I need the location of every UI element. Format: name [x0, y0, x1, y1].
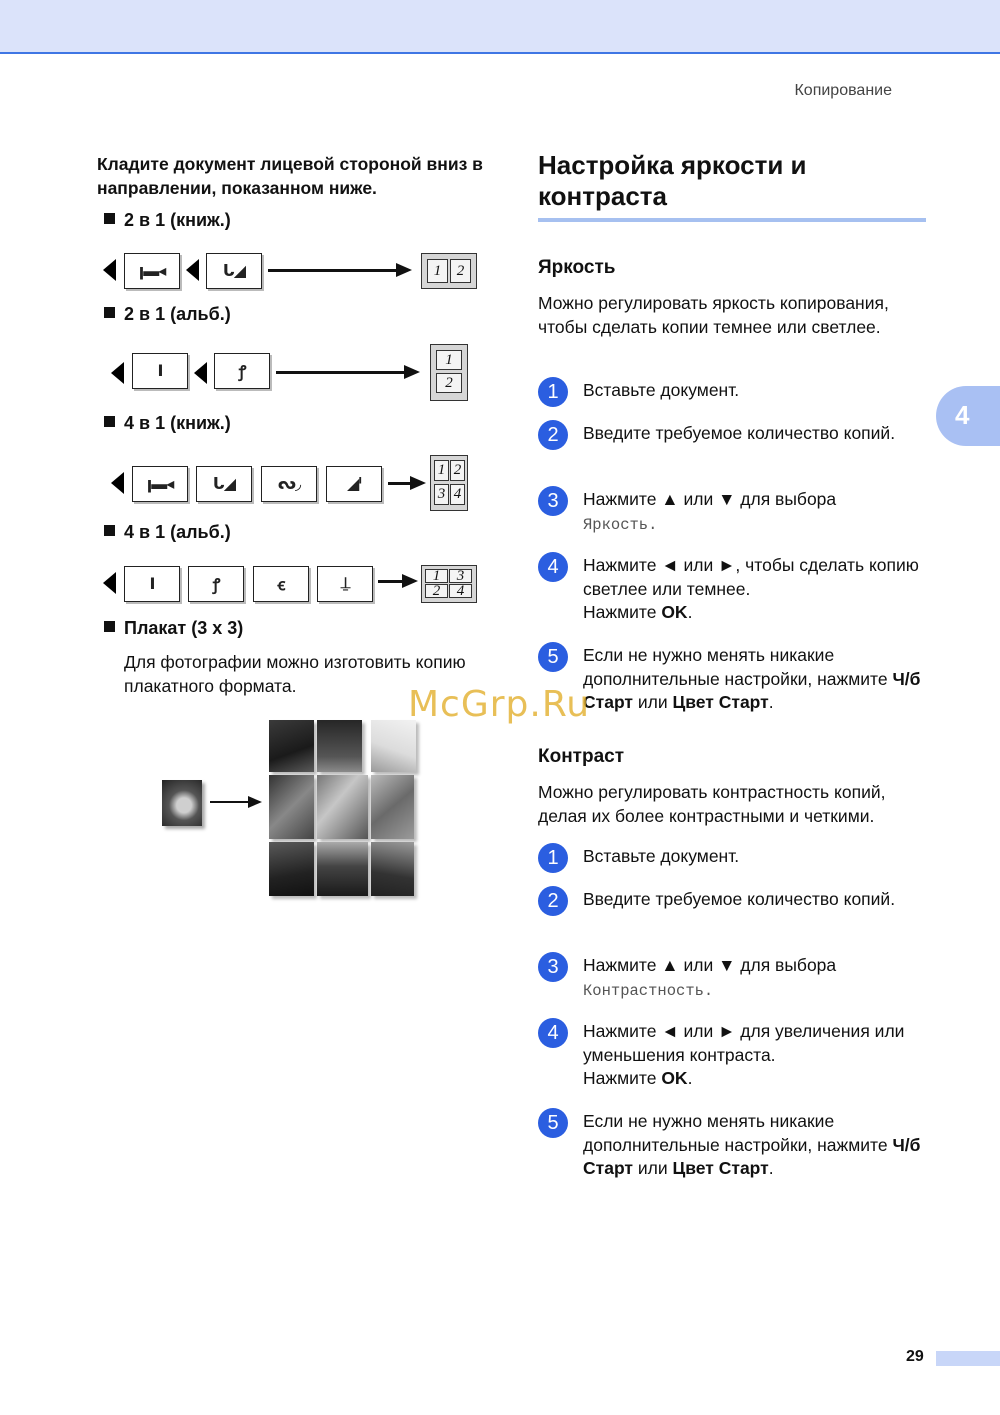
feed-arrow-icon [111, 362, 124, 384]
feed-arrow-icon [186, 259, 199, 281]
step-number: 5 [538, 1108, 568, 1138]
result-sheet [430, 344, 468, 401]
watermark: McGrp.Ru [408, 684, 591, 725]
key-label: Ч/б Старт [583, 668, 921, 712]
poster-tile [371, 775, 414, 839]
bullet-label: 4 в 1 (альб.) [124, 522, 231, 542]
lcd-menu-option: Контрастность. [583, 981, 714, 1000]
source-page [124, 566, 180, 602]
page-glyph: ◢ᑊ [347, 476, 361, 493]
page-glyph: Ⅰ [157, 363, 163, 380]
step-instruction: Если не нужно менять никакие дополнительные настройки, нажмите [583, 645, 893, 689]
key-label: OK [661, 602, 688, 622]
step-number: 4 [538, 552, 568, 582]
result-cell: 2 [425, 584, 448, 598]
step-number: 3 [538, 952, 568, 982]
page-number: 29 [906, 1348, 924, 1365]
feed-arrow-icon [111, 472, 124, 494]
source-page [317, 566, 373, 602]
result-cell: 1 [436, 350, 462, 370]
page-glyph: ꞁ▬◂ [138, 263, 166, 280]
bullet-square-icon [104, 307, 115, 318]
page-glyph: ⍊ [340, 575, 350, 592]
result-cell: 1 [427, 259, 448, 283]
contrast-description: Можно регулировать контрастность копий, делая их более контрастными и четкими. [538, 782, 886, 826]
poster-description: Для фотографии можно изготовить копию плакатного формата. [124, 652, 466, 696]
source-page [132, 353, 188, 389]
result-cell: 4 [450, 484, 465, 505]
arrow-line [276, 371, 406, 374]
step-instruction: Нажмите ▲ или ▼ для выбора [583, 489, 837, 509]
step-instruction: Если не нужно менять никакие дополнительные настройки, нажмите [583, 1111, 893, 1155]
feed-arrow-icon [103, 259, 116, 281]
step-text: Вставьте документ. [583, 380, 740, 400]
page-glyph: ᔓ◞ [277, 476, 301, 493]
chapter-tab [936, 386, 1000, 446]
feed-arrow-icon [194, 362, 207, 384]
bullet-label: Плакат (3 x 3) [124, 618, 244, 638]
arrow-line [210, 801, 250, 803]
section-title: Настройка яркости и контраста [538, 150, 807, 211]
bullet-square-icon [104, 213, 115, 224]
step-punctuation: . [687, 1068, 693, 1088]
source-page [206, 253, 262, 289]
bullet-2in1-portrait [104, 210, 231, 231]
bullet-label: 2 в 1 (книж.) [124, 210, 231, 230]
key-label: Цвет Старт [672, 1158, 769, 1178]
step-punctuation: . [768, 692, 774, 712]
title-rule [538, 218, 926, 222]
arrow-line [378, 580, 404, 583]
poster-tile [317, 775, 368, 839]
page-glyph: Ⅰ [149, 576, 155, 593]
step-instruction: или [632, 1158, 673, 1178]
key-label: Ч/б Старт [583, 1134, 921, 1178]
poster-tile [269, 720, 314, 772]
bullet-poster [104, 618, 243, 639]
page-glyph: ꝭ [238, 364, 246, 381]
step-text [583, 1110, 933, 1181]
step-number: 4 [538, 1018, 568, 1048]
step-text [583, 554, 933, 625]
source-page [188, 566, 244, 602]
source-page [253, 566, 309, 602]
bullet-4in1-portrait [104, 413, 231, 434]
step-instruction: Нажмите [583, 602, 662, 622]
step-text [583, 954, 933, 1003]
bullet-square-icon [104, 416, 115, 427]
chapter-number: 4 [955, 400, 970, 430]
source-page [132, 466, 188, 502]
result-sheet [430, 455, 468, 511]
result-cell: 1 [434, 460, 449, 481]
step-number: 2 [538, 420, 568, 450]
source-page [261, 466, 317, 502]
bullet-label: 4 в 1 (книж.) [124, 413, 231, 433]
result-cell: 2 [450, 460, 465, 481]
step-number: 2 [538, 886, 568, 916]
page-glyph: ᒐ◢ [212, 476, 236, 493]
poster-tile [317, 720, 362, 772]
source-page [124, 253, 180, 289]
result-sheet [421, 253, 477, 289]
arrow-line [268, 269, 398, 272]
source-page [326, 466, 382, 502]
result-cell: 1 [425, 569, 448, 583]
bullet-2in1-landscape [104, 304, 231, 325]
step-number: 1 [538, 377, 568, 407]
footer-bar [936, 1351, 1000, 1366]
bullet-4in1-landscape [104, 522, 231, 543]
page-glyph: ᒐ◢ [222, 263, 246, 280]
poster-tile [371, 720, 416, 772]
arrow-head-icon [396, 263, 412, 277]
page-glyph: ꞓ [277, 577, 285, 594]
layout-intro: Кладите документ лицевой стороной вниз в направлении, показанном ниже. [97, 154, 483, 198]
arrow-head-icon [248, 796, 262, 808]
result-sheet [421, 565, 477, 603]
step-text [583, 1020, 933, 1091]
result-cell: 2 [450, 259, 471, 283]
result-cell: 4 [449, 584, 472, 598]
step-punctuation: . [768, 1158, 774, 1178]
feed-arrow-icon [103, 572, 116, 594]
bullet-square-icon [104, 525, 115, 536]
step-instruction: Нажмите [583, 1068, 662, 1088]
step-text: Введите требуемое количество копий. [583, 889, 896, 909]
step-number: 1 [538, 843, 568, 873]
arrow-head-icon [410, 476, 426, 490]
poster-tile [317, 842, 368, 896]
step-number: 5 [538, 642, 568, 672]
key-label: Цвет Старт [672, 692, 769, 712]
brightness-heading: Яркость [538, 257, 616, 278]
result-cell: 2 [436, 373, 462, 393]
arrow-head-icon [404, 365, 420, 379]
result-cell: 3 [434, 484, 449, 505]
page-glyph: ꞁ▬◂ [146, 476, 174, 493]
step-number: 3 [538, 486, 568, 516]
step-text [583, 488, 933, 537]
step-instruction: Нажмите ▲ или ▼ для выбора [583, 955, 837, 975]
page-glyph: ꝭ [212, 577, 220, 594]
arrow-line [388, 482, 412, 485]
poster-tile [371, 842, 414, 896]
brightness-description: Можно регулировать яркость копирования, чтобы сделать копии темнее или светлее. [538, 293, 889, 337]
step-text: Введите требуемое количество копий. [583, 423, 896, 443]
running-head: Копирование [794, 82, 892, 99]
header-band [0, 0, 1000, 54]
contrast-heading: Контраст [538, 746, 625, 767]
poster-tile [269, 775, 314, 839]
lcd-menu-option: Яркость. [583, 515, 658, 534]
handshake-photo-thumbnail [162, 780, 202, 826]
key-label: OK [661, 1068, 688, 1088]
step-instruction: Нажмите ◄ или ►, чтобы сделать копию светлее или темнее. [583, 555, 919, 599]
source-page [214, 353, 270, 389]
step-punctuation: . [687, 602, 693, 622]
step-instruction: Нажмите ◄ или ► для увеличения или уменьшения контраста. [583, 1021, 905, 1065]
source-page [196, 466, 252, 502]
step-instruction: или [632, 692, 673, 712]
step-text [583, 644, 933, 715]
result-cell: 3 [449, 569, 472, 583]
arrow-head-icon [402, 574, 418, 588]
bullet-label: 2 в 1 (альб.) [124, 304, 231, 324]
step-text: Вставьте документ. [583, 846, 740, 866]
bullet-square-icon [104, 621, 115, 632]
poster-tile [269, 842, 314, 896]
